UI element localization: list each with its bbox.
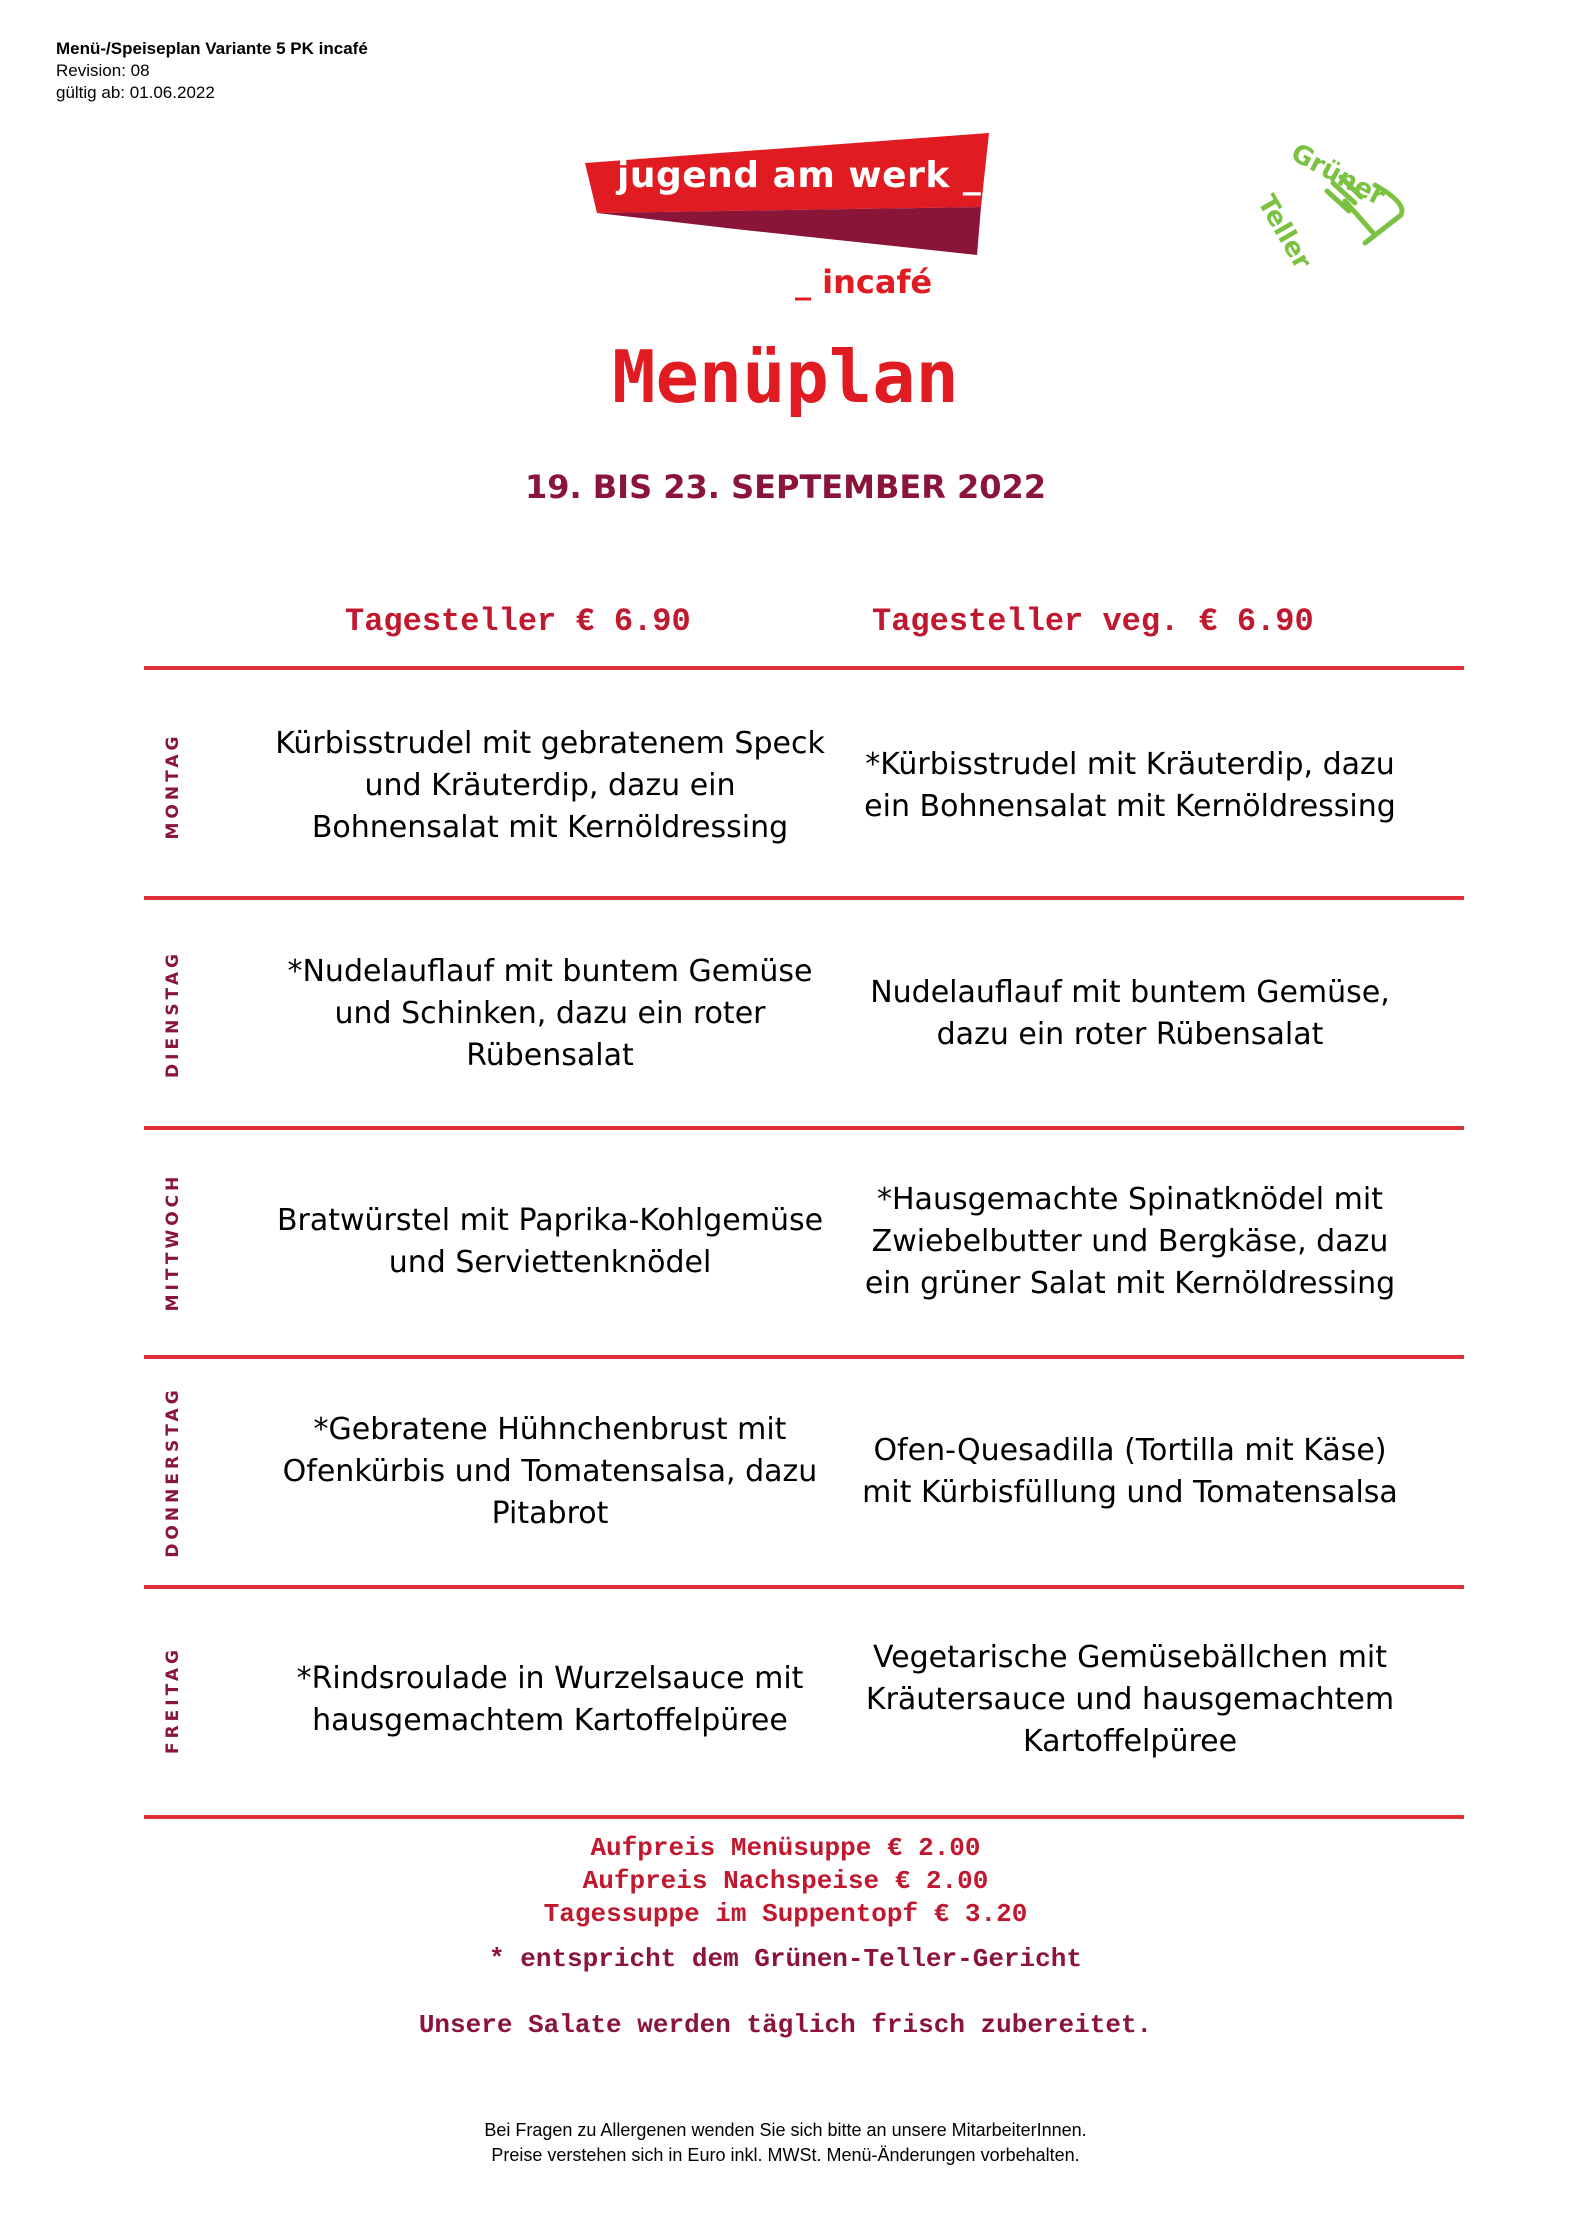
dish-mittwoch-veg: *Hausgemachte Spinatknödel mit Zwiebelbutter und Bergkäse, dazu ein grüner Salat mit Kernöldressing [864, 1182, 1396, 1301]
cutlery-icon [1315, 173, 1415, 268]
column-header-tagesteller-veg: Tagesteller veg. € 6.90 [872, 603, 1314, 640]
logo-main-text: jugend am werk _ [617, 155, 982, 196]
extra-price-tagessuppe: Tagessuppe im Suppentopf € 3.20 [543, 1899, 1028, 1929]
dish-mittwoch-tagesteller: Bratwürstel mit Paprika-Kohlgemüse und Serviettenknödel [276, 1203, 824, 1280]
divider [144, 1815, 1464, 1819]
gruener-teller-note: * entspricht dem Grünen-Teller-Gericht [489, 1944, 1082, 1974]
divider [144, 896, 1464, 900]
dish-dienstag-tagesteller: *Nudelauflauf mit buntem Gemüse und Schinken, dazu ein roter Rübensalat [287, 954, 813, 1073]
meta-valid-from: gültig ab: 01.06.2022 [56, 83, 215, 102]
divider [144, 1585, 1464, 1589]
dish-freitag-tagesteller: *Rindsroulade in Wurzelsauce mit hausgemachtem Kartoffelpüree [296, 1661, 804, 1738]
logo-banner-shape [585, 133, 1005, 263]
dish-freitag-veg: Vegetarische Gemüsebällchen mit Kräutersauce und hausgemachtem Kartoffelpüree [865, 1640, 1395, 1759]
salad-note: Unsere Salate werden täglich frisch zubereitet. [418, 2010, 1153, 2040]
dish-montag-veg: *Kürbisstrudel mit Kräuterdip, dazu ein Bohnensalat mit Kernöldressing [864, 747, 1396, 824]
badge-word-teller: Teller [1251, 190, 1318, 275]
divider [144, 666, 1464, 670]
document-meta [56, 38, 368, 104]
meta-plan-name: Menü-/Speiseplan Variante 5 PK incafé [56, 39, 368, 58]
footer-allergen-note: Bei Fragen zu Allergenen wenden Sie sich bitte an unsere MitarbeiterInnen. [484, 2120, 1087, 2140]
badge-word-gruener: Grüner [1285, 138, 1390, 213]
extra-price-nachspeise: Aufpreis Nachspeise € 2.00 [582, 1866, 989, 1896]
column-header-tagesteller: Tagesteller € 6.90 [345, 603, 691, 640]
extra-price-menusuppe: Aufpreis Menüsuppe € 2.00 [590, 1833, 981, 1863]
divider [144, 1126, 1464, 1130]
divider [144, 1355, 1464, 1359]
dish-donnerstag-tagesteller: *Gebratene Hühnchenbrust mit Ofenkürbis und Tomatensalsa, dazu Pitabrot [282, 1412, 818, 1531]
dish-montag-tagesteller: Kürbisstrudel mit gebratenem Speck und Kräuterdip, dazu ein Bohnensalat mit Kernöldressing [275, 726, 825, 845]
logo-sub-text: _ incafé [795, 263, 933, 301]
meta-revision: Revision: 08 [56, 61, 150, 80]
dish-dienstag-veg: Nudelauflauf mit buntem Gemüse, dazu ein roter Rübensalat [870, 975, 1390, 1052]
jugend-am-werk-logo [585, 133, 1005, 308]
week-range: 19. BIS 23. SEPTEMBER 2022 [524, 468, 1047, 506]
dish-donnerstag-veg: Ofen-Quesadilla (Tortilla mit Käse) mit Kürbisfüllung und Tomatensalsa [862, 1433, 1398, 1510]
footer-price-note: Preise verstehen sich in Euro inkl. MWSt. Menü-Änderungen vorbehalten. [491, 2145, 1080, 2165]
gruener-teller-badge [1251, 138, 1415, 275]
page-title: Menüplan [612, 335, 959, 419]
